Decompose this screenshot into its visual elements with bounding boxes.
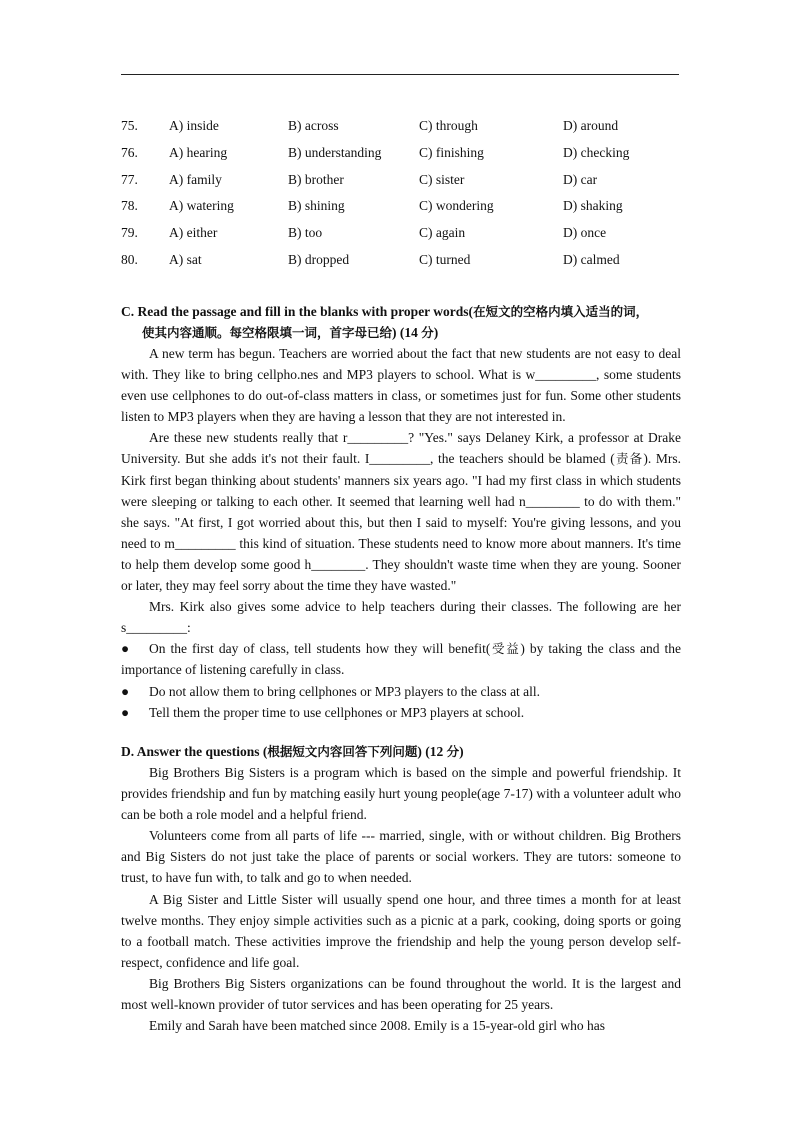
question-row <box>121 143 681 170</box>
question-row <box>121 196 681 223</box>
option-b: B) brother <box>288 171 344 187</box>
section-c-heading-fen: 分 <box>421 325 434 340</box>
advice-bullet-2-text: Do not allow them to bring cellphones or MP3 players to the class at all. <box>149 683 541 699</box>
question-number: 77. <box>121 171 138 187</box>
option-c: C) through <box>419 118 478 133</box>
section-d-paragraph-4: Big Brothers Big Sisters organizations can be found throughout the world. It is the largest and most well-known provider of tutor services and has been operating for 25 years. <box>121 975 681 1013</box>
section-d-heading-fen: 分 <box>446 744 460 759</box>
advice-bullet-1a: On the first day of class, tell students how they will benefit( <box>149 641 491 657</box>
question-number: 75. <box>121 118 138 133</box>
option-b: B) dropped <box>288 251 350 267</box>
option-c: C) finishing <box>419 144 484 160</box>
option-b: B) shining <box>288 198 345 214</box>
option-d: D) checking <box>563 144 630 160</box>
section-d-paragraph-5: Emily and Sarah have been matched since 2008. Emily is a 15-year-old girl who has <box>149 1018 605 1034</box>
section-c-paragraph-2 <box>121 427 681 596</box>
option-a: A) sat <box>169 251 202 267</box>
advice-bullet-3-text: Tell them the proper time to use cellphones or MP3 players at school. <box>149 704 525 720</box>
multiple-choice-list <box>121 116 681 277</box>
option-c: C) sister <box>419 171 465 187</box>
question-row <box>121 223 681 250</box>
question-number: 80. <box>121 251 138 267</box>
header-rule <box>121 74 679 75</box>
section-d-paragraph-1: Big Brothers Big Sisters is a program which is based on the simple and powerful friendship. It provides friendship and fun by matching easily hurt young people(age 7-17) with a volunteer adult who can be both a role model and a helpful friend. <box>121 765 681 823</box>
question-number: 78. <box>121 198 138 214</box>
option-a: A) hearing <box>169 144 228 160</box>
question-number: 79. <box>121 225 138 241</box>
section-d-paragraph-2: Volunteers come from all parts of life --- married, single, with or without children. Big Brothers and Big Sisters do not just take the place of parents or social workers. They are tutors: someone to trust, to have fun with, to talk and go to when needed. <box>121 828 681 886</box>
section-c-paragraph-2-cn: 责备 <box>614 451 644 467</box>
section-d-heading-en: D. Answer the questions ( <box>121 744 268 759</box>
option-c: C) again <box>419 225 466 241</box>
section-c-heading-cn1: 在短文的空格内填入适当的词， <box>473 304 649 319</box>
section-c-heading <box>121 301 681 343</box>
question-number: 76. <box>121 144 138 160</box>
option-c: C) turned <box>419 251 471 267</box>
option-d: D) once <box>563 225 607 241</box>
option-d: D) shaking <box>563 198 623 214</box>
option-a: A) inside <box>169 118 219 133</box>
advice-bullet-1b: ) by taking the class and the importance of listening carefully in class. <box>121 641 681 678</box>
option-d: D) calmed <box>563 251 620 267</box>
section-c-paragraph-2b: ). Mrs. Kirk first began thinking about students' manners six years ago. "I had my first class in which students were sleeping or talking to each other. It seemed that learning well had n________ to do with them." she says. "At first, I got worried about this, but then I said to myself: You're giving lessons, and you need to m_________ this kind of situation. These students need to know more about manners. It's time to help them develop some good h________. They shouldn't waste time when they are young. Sooner or later, they may feel sorry about the time they have wasted." <box>121 451 681 594</box>
section-d-paragraph-3: A Big Sister and Little Sister will usually spend one hour, and three times a month for at least twelve months. They enjoy simple activities such as a picnic at a park, cooking, doing sports or going to a football match. These activities improve the friendship and help the young person develop self-respect, confidence and life goal. <box>121 891 681 970</box>
advice-bullet-2 <box>121 681 681 702</box>
option-b: B) across <box>288 118 339 133</box>
section-d-heading-points: ) (12 <box>417 744 444 759</box>
advice-bullet-3 <box>121 702 681 723</box>
option-b: B) too <box>288 225 323 241</box>
section-d-heading <box>121 741 681 762</box>
option-c: C) wondering <box>419 198 494 214</box>
section-c-paragraph-1: A new term has begun. Teachers are worried about the fact that new students are not easy to deal with. They like to bring cellpho.nes and MP3 players to school. What is w_________, some students even use cellphones to do out-of-class matters in class, or sometimes just for fun. Some other students listen to MP3 players when they are having a lesson that they are not interested in. <box>121 346 681 425</box>
question-row <box>121 170 681 197</box>
advice-bullet-1 <box>121 638 681 680</box>
option-a: A) family <box>169 171 222 187</box>
bullet-icon: ● <box>121 641 130 657</box>
section-c-paragraph-3: Mrs. Kirk also gives some advice to help teachers during their classes. The following are her s_________: <box>121 599 681 636</box>
question-row <box>121 250 681 277</box>
section-c-heading-points: ) (14 <box>392 325 418 340</box>
option-d: D) car <box>563 171 598 187</box>
section-c-heading-cn2: 使其内容通顺。每空格限填一词，首字母已给 <box>142 325 393 340</box>
question-row <box>121 116 681 143</box>
section-c-heading-en: C. Read the passage and fill in the blanks with proper words( <box>121 304 474 319</box>
section-d-heading-close: ) <box>459 744 464 759</box>
option-b: B) understanding <box>288 144 382 160</box>
advice-bullet-1-cn: 受益 <box>490 641 521 657</box>
option-a: A) watering <box>169 198 234 214</box>
section-d-heading-cn: 根据短文内容回答下列问题 <box>267 744 418 759</box>
section-c-paragraph-2a: Are these new students really that r_________? "Yes." says Delaney Kirk, a professor at Drake University. But she adds it's not their fault. I_________, the teachers should be blamed ( <box>121 430 681 467</box>
option-a: A) either <box>169 225 218 241</box>
bullet-icon: ● <box>121 704 130 720</box>
bullet-icon: ● <box>121 683 130 699</box>
section-c-heading-close: ) <box>433 325 439 340</box>
section-c <box>121 301 681 723</box>
section-d <box>121 741 681 1036</box>
option-d: D) around <box>563 118 619 133</box>
